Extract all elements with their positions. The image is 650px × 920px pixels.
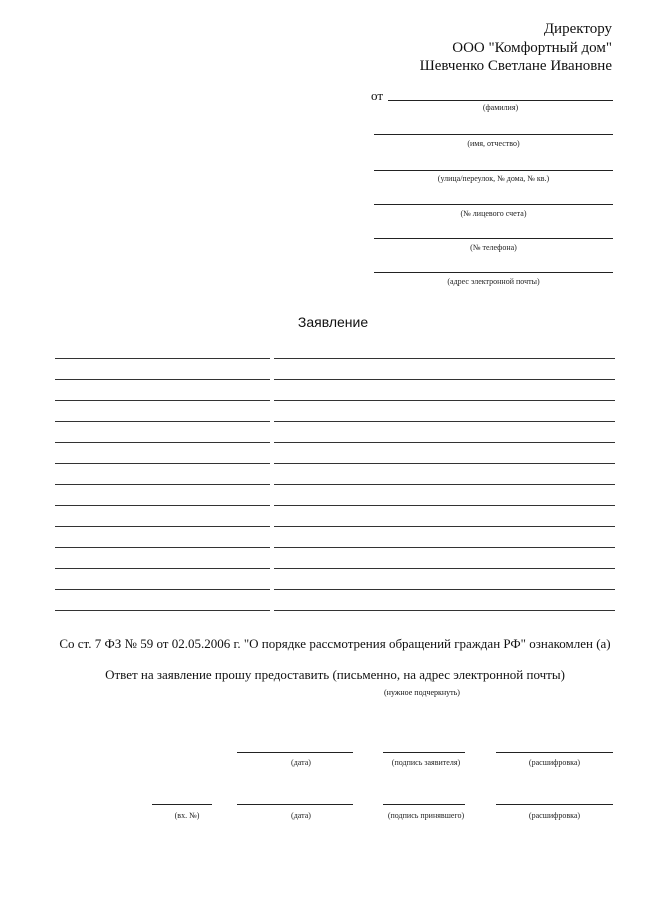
- body-line[interactable]: [55, 421, 615, 422]
- address-caption: (улица/переулок, № дома, № кв.): [437, 174, 550, 183]
- phone-line[interactable]: [374, 238, 613, 239]
- applicant-transcript-caption: (расшифровка): [528, 758, 581, 767]
- email-line[interactable]: [374, 272, 613, 273]
- phone-caption: (№ телефона): [470, 243, 517, 252]
- addressee-position: Директору: [543, 21, 612, 37]
- account-caption: (№ лицевого счета): [460, 209, 527, 218]
- body-line[interactable]: [55, 463, 615, 464]
- underline-hint: (нужное подчеркнуть): [384, 688, 460, 697]
- law-statement-text: Со ст. 7 ФЗ № 59 от 02.05.2006 г. "О порядке рассмотрения обращений граждан РФ" ознакомлен (а): [59, 636, 611, 651]
- receiver-transcript-line[interactable]: [496, 804, 613, 805]
- body-line[interactable]: [55, 526, 615, 527]
- applicant-signature-line[interactable]: [383, 752, 465, 753]
- body-line[interactable]: [55, 610, 615, 611]
- receiver-date-caption: (дата): [291, 811, 311, 820]
- body-line[interactable]: [55, 358, 615, 359]
- email-caption: (адрес электронной почты): [447, 277, 540, 286]
- body-line[interactable]: [55, 442, 615, 443]
- body-line[interactable]: [55, 400, 615, 401]
- addressee-name: Шевченко Светлане Ивановне: [419, 58, 612, 74]
- title-text: Заявление: [297, 314, 369, 330]
- receiver-signature-caption: (подпись принявшего): [387, 811, 465, 820]
- applicant-date-line[interactable]: [237, 752, 353, 753]
- body-line[interactable]: [55, 484, 615, 485]
- addressee-company: ООО "Комфортный дом": [452, 39, 612, 56]
- name-caption: (имя, отчество): [467, 139, 520, 148]
- body-line[interactable]: [55, 379, 615, 380]
- incoming-number-caption: (вх. №): [174, 811, 200, 820]
- receiver-date-line[interactable]: [237, 804, 353, 805]
- receiver-signature-line[interactable]: [383, 804, 465, 805]
- body-line[interactable]: [55, 589, 615, 590]
- name-line[interactable]: [374, 134, 613, 135]
- receiver-transcript-caption: (расшифровка): [528, 811, 581, 820]
- applicant-signature-caption: (подпись заявителя): [391, 758, 461, 767]
- answer-request-text: Ответ на заявление прошу предоставить (письменно, на адрес электронной почты): [105, 667, 565, 682]
- incoming-number-line[interactable]: [152, 804, 212, 805]
- applicant-transcript-line[interactable]: [496, 752, 613, 753]
- law-statement: [0, 636, 650, 652]
- body-line[interactable]: [55, 547, 615, 548]
- address-line[interactable]: [374, 170, 613, 171]
- from-label: от: [371, 88, 384, 103]
- answer-request: [0, 667, 650, 683]
- body-line[interactable]: [55, 568, 615, 569]
- addressee-block: [420, 20, 612, 76]
- surname-caption: (фамилия): [482, 103, 519, 112]
- page-title: [0, 314, 650, 330]
- body-line[interactable]: [55, 505, 615, 506]
- surname-line[interactable]: [388, 100, 613, 101]
- account-line[interactable]: [374, 204, 613, 205]
- applicant-date-caption: (дата): [291, 758, 311, 767]
